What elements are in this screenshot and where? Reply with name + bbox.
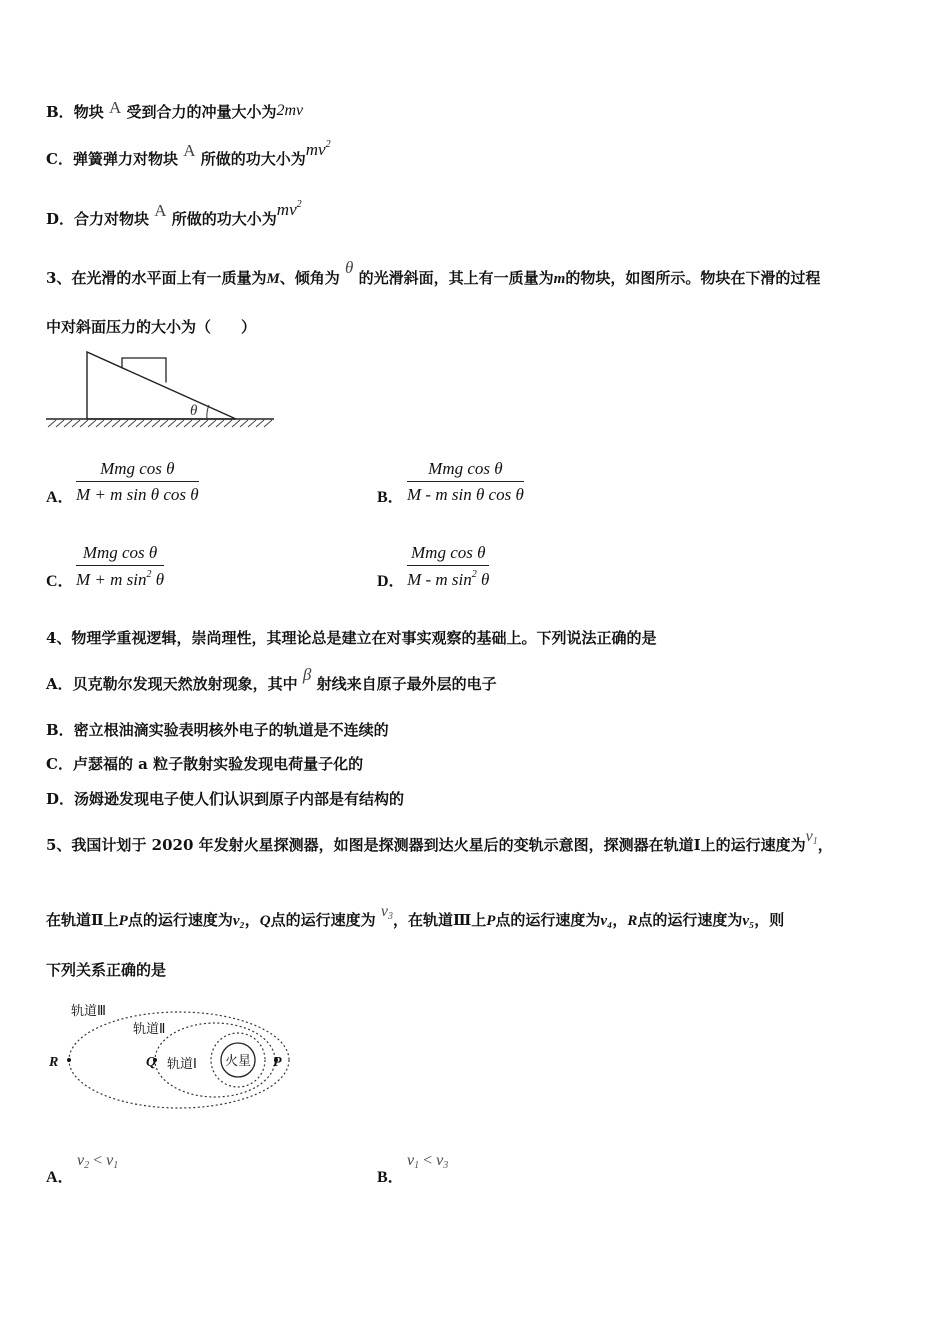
q3-option-a-fraction[interactable]: Mmg cos θ M + m sin θ cos θ <box>76 459 199 504</box>
q4-option-d[interactable]: D．汤姆逊发现电子使人们认识到原子内部是有结构的 <box>46 790 405 808</box>
orbit-1-label: 轨道Ⅰ <box>167 1057 197 1072</box>
q5-stem-line2: 在轨道Ⅱ上P点的运行速度为v₂，Q点的运行速度为 $v_3$，在轨道Ⅲ上P点的运行速度为v₄，R点的运行速度为v₅，则 <box>46 903 785 929</box>
q5-option-a-label[interactable]: A． <box>46 1169 74 1186</box>
point-r-dot <box>67 1058 71 1062</box>
angle-theta-label: θ <box>190 403 198 419</box>
q3-option-a-label[interactable]: A． <box>46 489 74 506</box>
ground-hatching <box>48 420 272 427</box>
q2-option-d[interactable]: D．合力对物块 A 所做的功大小为$mv^2$ <box>46 199 302 228</box>
orbit-3-label: 轨道Ⅲ <box>71 1004 106 1019</box>
mars-label: 火星 <box>224 1054 252 1069</box>
q2-option-b[interactable]: B．物块 A 受到合力的冲量大小为2mv <box>46 98 304 121</box>
q5-stem-line1: 5、我国计划于 2020 年发射火星探测器，如图是探测器到达火星后的变轨示意图，探测器在轨道Ⅰ上的运行速度为$v_1$， <box>46 828 833 854</box>
point-r-label: R <box>49 1055 59 1070</box>
q3-option-b-label[interactable]: B． <box>377 489 404 506</box>
q5-option-a-expr[interactable]: $v_2 < v_1$ <box>77 1152 119 1171</box>
q3-option-c-label[interactable]: C． <box>46 573 74 590</box>
q3-option-c-fraction[interactable]: Mmg cos θ M + m $\sin^2 \theta$ <box>76 543 165 589</box>
q3-option-d-fraction[interactable]: Mmg cos θ M - m $\sin^2 \theta$ <box>407 543 490 589</box>
incline-wedge <box>87 352 236 419</box>
q5-option-b-label[interactable]: B． <box>377 1169 404 1186</box>
q4-option-c[interactable]: C．卢瑟福的 a 粒子散射实验发现电荷量子化的 <box>46 755 364 773</box>
q5-stem-line3: 下列关系正确的是 <box>46 961 167 979</box>
q3-option-d-label[interactable]: D． <box>377 573 405 590</box>
q3-stem-line1: 3、在光滑的水平面上有一质量为M、倾角为 θ 的光滑斜面，其上有一质量为m的物块，如图所示。物块在下滑的过程 <box>46 258 821 287</box>
point-q-label: Q <box>146 1055 157 1070</box>
q4-option-b[interactable]: B．密立根油滴实验表明核外电子的轨道是不连续的 <box>46 721 389 739</box>
angle-arc <box>207 405 209 419</box>
q3-incline-figure <box>44 348 276 432</box>
q4-option-a[interactable]: A．贝克勒尔发现天然放射现象，其中 β 射线来自原子最外层的电子 <box>46 665 497 693</box>
q3-option-b-fraction[interactable]: Mmg cos θ M - m sin θ cos θ <box>407 459 524 504</box>
q5-orbit-figure <box>44 996 294 1116</box>
q3-stem-line2: 中对斜面压力的大小为（ ） <box>46 318 257 336</box>
orbit-2-label: 轨道Ⅱ <box>133 1022 166 1037</box>
point-p-label: P <box>273 1055 282 1070</box>
q4-stem: 4、物理学重视逻辑，崇尚理性，其理论总是建立在对事实观察的基础上。下列说法正确的是 <box>46 629 657 647</box>
q5-option-b-expr[interactable]: $v_1 < v_3$ <box>407 1152 449 1171</box>
q2-option-c[interactable]: C．弹簧弹力对物块 A 所做的功大小为$mv^2$ <box>46 139 331 168</box>
